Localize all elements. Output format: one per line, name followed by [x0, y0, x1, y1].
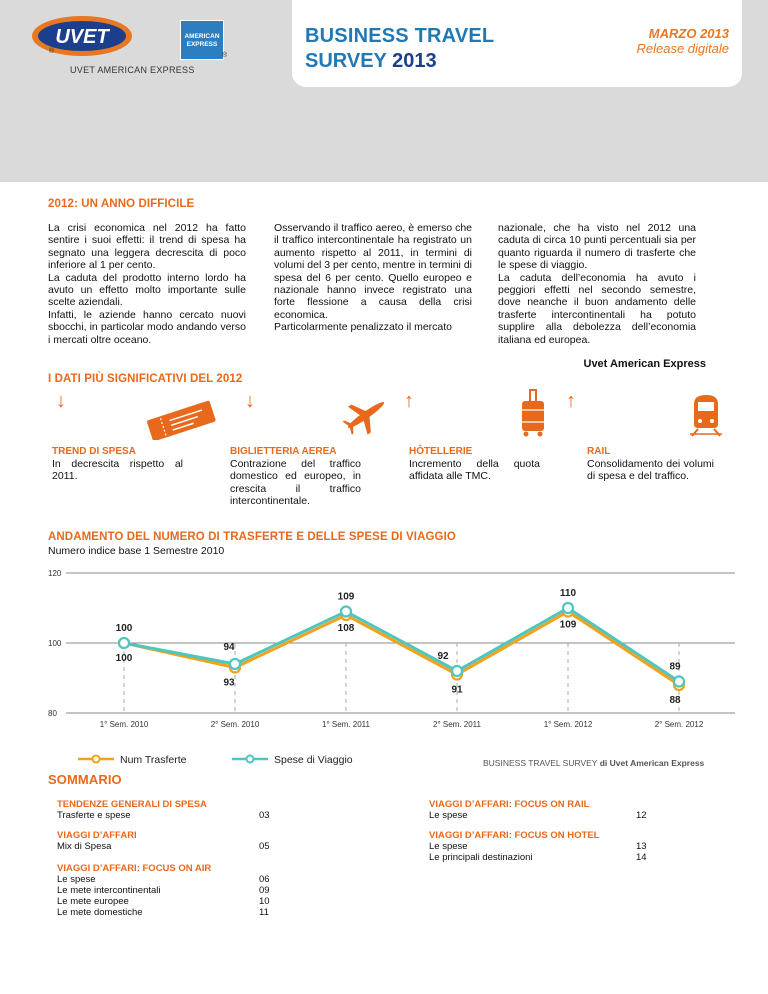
amex-logo-text: AMERICAN EXPRESS	[184, 33, 220, 48]
uvet-logo	[30, 14, 134, 60]
toc-item: Le spese	[429, 841, 468, 852]
toc-entry-general[interactable]	[57, 799, 207, 821]
chart-subtitle: Numero indice base 1 Semestre 2010	[48, 545, 225, 557]
title-year: 2013	[392, 50, 437, 72]
data-label: 89	[669, 661, 681, 673]
chart-title: ANDAMENTO DEL NUMERO DI TRASFERTE E DELLE SPESE DI VIAGGIO	[48, 531, 456, 543]
data-point	[119, 638, 129, 648]
toc-heading: VIAGGI D’AFFARI	[57, 830, 137, 841]
intro-column-3: nazionale, che ha visto nel 2012 una caduta di circa 10 punti percentuali sia per quanto riguarda il numero di trasferte che le spese di viaggio. La caduta dell’economia ha avuto i peggiori effetti nel secondo semestre, dove neanche il buon andamento delle trasferte intercontinentali ha potuto supplire alla debolezza dell’economia italiana ed europea.	[498, 222, 696, 346]
y-tick-label: 80	[48, 709, 57, 718]
highlights-title: I DATI PIÙ SIGNIFICATIVI DEL 2012	[48, 373, 243, 385]
issue-date: MARZO 2013	[648, 26, 729, 41]
toc-entry-business[interactable]	[57, 830, 137, 852]
x-tick-label: 1° Sem. 2010	[99, 720, 149, 729]
air-arrow-down-icon: ↓	[245, 390, 255, 412]
toc-heading: TENDENZE GENERALI DI SPESA	[57, 799, 207, 810]
toc-item: Le spese	[57, 874, 96, 885]
hotel-text: Incremento della quota affidata alle TMC.	[409, 458, 540, 483]
data-label: 109	[337, 591, 355, 603]
toc-entry-rail[interactable]	[429, 799, 589, 821]
rail-title: RAIL	[587, 446, 611, 457]
toc-heading: VIAGGI D’AFFARI: FOCUS ON RAIL	[429, 799, 590, 810]
toc-page: 03	[259, 810, 270, 821]
x-tick-label: 2° Sem. 2010	[210, 720, 260, 729]
data-label: 100	[115, 653, 133, 664]
line-chart	[0, 560, 768, 765]
data-label: 93	[223, 677, 235, 689]
chart-source	[483, 758, 704, 768]
trend-title: TREND DI SPESA	[52, 446, 136, 457]
toc-item: Trasferte e spese	[57, 810, 131, 821]
data-point	[341, 607, 351, 617]
data-point	[563, 603, 573, 613]
hotel-title: HÔTELLERIE	[409, 446, 473, 457]
toc-page: 10	[259, 896, 270, 907]
x-tick-label: 1° Sem. 2011	[322, 720, 370, 729]
toc-item: Le principali destinazioni	[429, 852, 533, 863]
title-word-survey: SURVEY	[305, 50, 387, 72]
trend-arrow-down-icon: ↓	[56, 390, 66, 412]
title-line-1: BUSINESS TRAVEL	[305, 25, 495, 47]
toc-item: Le mete domestiche	[57, 907, 143, 918]
toc-item: Le mete intercontinentali	[57, 885, 161, 896]
y-tick-label: 100	[48, 639, 62, 648]
x-tick-label: 2° Sem. 2012	[654, 720, 704, 729]
toc-page: 11	[259, 907, 269, 918]
toc-page: 09	[259, 885, 270, 896]
page-header	[0, 0, 768, 182]
toc-item: Le mete europee	[57, 896, 129, 907]
intro-signature: Uvet American Express	[583, 358, 706, 370]
data-point	[674, 677, 684, 687]
legend-swatch-marker	[247, 756, 254, 763]
data-label: 94	[223, 642, 235, 653]
air-text: Contrazione del traffico domestico ed europeo, in crescita il traffico intercontinentale.	[230, 458, 361, 508]
toc-page: 05	[259, 841, 270, 852]
uvet-registered-mark: ®	[49, 48, 55, 55]
ticket-icon	[140, 400, 222, 440]
issue-subtitle: Release digitale	[636, 41, 729, 56]
chart-source-name: BUSINESS TRAVEL SURVEY	[483, 758, 598, 768]
legend-label: Spese di Viaggio	[274, 754, 353, 765]
x-tick-label: 2° Sem. 2011	[433, 720, 481, 729]
toc-page: 13	[636, 841, 647, 852]
uvet-logo-text: UVET	[55, 26, 109, 48]
intro-column-1: La crisi economica nel 2012 ha fatto sentire i suoi effetti: il trend di spesa ha segnato una leggera decrescita di poco inferiore al 1 per cento. La caduta del prodotto interno lordo ha avuto un effetto molto importante sulle scelte aziendali. Infatti, le aziende hanno cercato nuovi sbocchi, in particolar modo andando verso i mercati oltre oceano.	[48, 222, 246, 346]
toc-page: 14	[636, 852, 647, 863]
legend-label: Num Trasferte	[120, 754, 187, 765]
air-title: BIGLIETTERIA AEREA	[230, 446, 337, 457]
toc-pages	[259, 874, 270, 918]
train-icon	[688, 392, 724, 438]
y-tick-label: 120	[48, 569, 62, 578]
title-line-2	[305, 50, 437, 73]
intro-column-2: Osservando il traffico aereo, è emerso che il traffico intercontinentale ha registrato un aumento rispetto al 2011, in termini di volumi del 3 per cento, mentre in termini di spesa del 6 per cento. Quello europeo e nazionale hanno invece registrato una forte flessione a causa della crisi economica. Particolarmente penalizzato il mercato	[274, 222, 472, 334]
toc-entry-hotel[interactable]	[429, 830, 599, 863]
data-label: 91	[451, 684, 463, 696]
trend-text: In decrescita rispetto al 2011.	[52, 458, 183, 483]
luggage-icon	[518, 388, 548, 438]
toc-entry-air[interactable]	[57, 863, 211, 918]
intro-title: 2012: UN ANNO DIFFICILE	[48, 198, 195, 210]
toc-pages	[636, 841, 647, 863]
data-label: 92	[437, 651, 449, 662]
series-line	[124, 612, 679, 686]
toc-heading: VIAGGI D’AFFARI: FOCUS ON HOTEL	[429, 830, 600, 841]
x-tick-label: 1° Sem. 2012	[543, 720, 593, 729]
hotel-arrow-up-icon: ↑	[404, 390, 414, 412]
toc-page: 06	[259, 874, 270, 885]
toc-page: 12	[636, 810, 647, 821]
amex-registered-mark: ®	[222, 52, 228, 59]
toc-heading: VIAGGI D’AFFARI: FOCUS ON AIR	[57, 863, 212, 874]
amex-logo	[180, 20, 224, 60]
chart-source-by: di Uvet American Express	[599, 758, 705, 768]
rail-arrow-up-icon: ↑	[566, 390, 576, 412]
data-label: 100	[115, 623, 133, 634]
data-point	[230, 659, 240, 669]
summary-title: SOMMARIO	[48, 772, 122, 787]
data-label: 88	[669, 695, 681, 706]
data-label: 108	[337, 623, 355, 634]
data-label: 109	[559, 619, 577, 631]
rail-text: Consolidamento dei volumi di spesa e del traffico.	[587, 458, 714, 483]
toc-item: Mix di Spesa	[57, 841, 112, 852]
data-point	[452, 666, 462, 676]
airplane-icon	[340, 393, 392, 437]
legend-swatch-marker	[93, 756, 100, 763]
data-label: 110	[559, 588, 577, 599]
toc-item: Le spese	[429, 810, 468, 821]
brand-name: UVET AMERICAN EXPRESS	[70, 65, 195, 75]
